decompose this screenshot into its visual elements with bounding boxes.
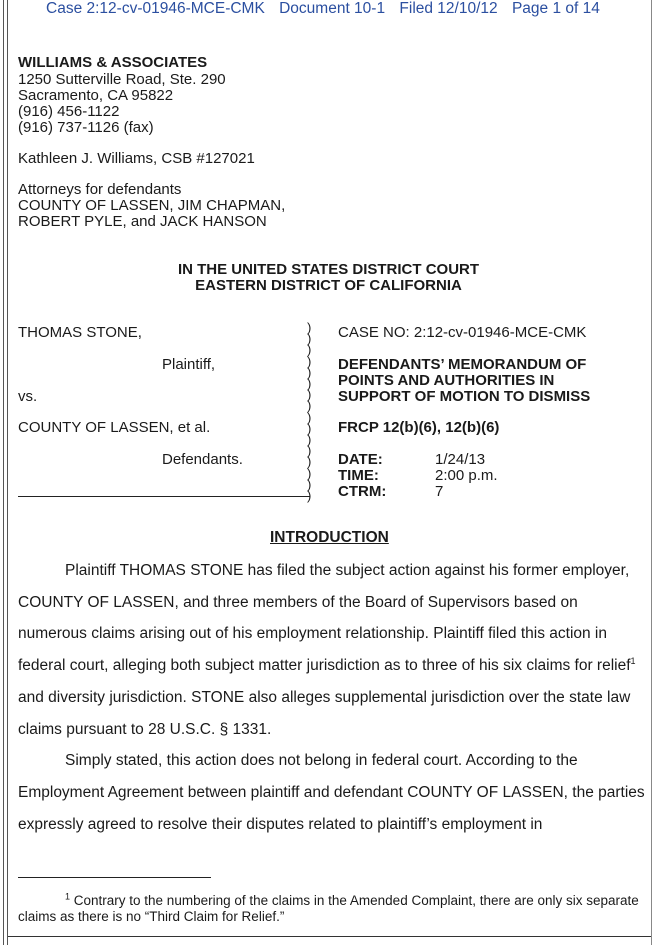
intro-paragraph-1-text-b: and diversity jurisdiction. STONE also alleges supplemental jurisdiction over the state law claims pursuant to 28 U.S.C. § 1331. [18, 688, 631, 738]
footnote-separator [18, 877, 211, 878]
courtroom-value: 7 [435, 483, 444, 500]
plaintiff-role: Plaintiff, [162, 356, 216, 373]
page-count-header: Page 1 of 14 [511, 0, 600, 17]
footnote [18, 893, 643, 925]
footnote-reference: 1 [630, 655, 636, 666]
court-line2: EASTERN DISTRICT OF CALIFORNIA [195, 277, 462, 294]
footnote-marker: 1 [65, 891, 71, 902]
plaintiff-name: THOMAS STONE, [18, 324, 142, 341]
attorneys-for-line2: COUNTY OF LASSEN, JIM CHAPMAN, [18, 197, 286, 214]
rule-citation: FRCP 12(b)(6), 12(b)(6) [338, 419, 500, 436]
versus: vs. [18, 388, 38, 405]
intro-paragraph-2: Simply stated, this action does not belong in federal court. According to the Employment Agreement between plaintiff and defendant COUNTY OF LASSEN, the parties expressly agreed to resolve their disputes related to plaintiff’s employment in [18, 752, 645, 833]
page-bottom-rule [8, 936, 651, 937]
left-margin-line [3, 0, 4, 945]
time-label: TIME: [338, 467, 379, 484]
courtroom-label: CTRM: [338, 483, 387, 500]
case-number: CASE NO: 2:12-cv-01946-MCE-CMK [338, 324, 587, 341]
firm-address-line1: 1250 Sutterville Road, Ste. 290 [18, 71, 226, 88]
ecf-filing-header [46, 0, 646, 18]
court-line1: IN THE UNITED STATES DISTRICT COURT [177, 261, 480, 278]
defendant-name: COUNTY OF LASSEN, et al. [18, 419, 211, 436]
date-label: DATE: [338, 451, 383, 468]
attorney-name: Kathleen J. Williams, CSB #127021 [18, 150, 255, 167]
caption-parentheses: ) ) ) ) ) ) ) ) ) ) ) ) ) ) ) ) [307, 320, 312, 504]
intro-paragraph-1-text-a: Plaintiff THOMAS STONE has filed the subject action against his former employer, COUNTY OF LASSEN, and three members of the Board of Supervisors based on numerous claims arising out of his employment relationship. Plaintiff filed this action in federal court, alleging both subject matter jurisdiction as to three of his six claims for relief [18, 562, 631, 675]
court-title [0, 262, 657, 294]
document-title-line2: POINTS AND AUTHORITIES IN [338, 372, 555, 389]
defendant-role: Defendants. [162, 451, 243, 468]
time-value: 2:00 p.m. [435, 467, 498, 484]
left-margin-line-inner [7, 0, 8, 945]
attorneys-for-line1: Attorneys for defendants [18, 181, 182, 198]
caption-underline [18, 496, 310, 497]
document-title-line1: DEFENDANTS’ MEMORANDUM OF [338, 356, 587, 373]
case-number-header: Case 2:12-cv-01946-MCE-CMK [46, 0, 265, 17]
filed-date-header: Filed 12/10/12 [399, 0, 498, 17]
document-number-header: Document 10-1 [279, 0, 386, 17]
introduction-body [18, 555, 648, 840]
firm-phone: (916) 456-1122 [18, 103, 120, 120]
firm-fax: (916) 737-1126 (fax) [18, 119, 154, 136]
firm-name: WILLIAMS & ASSOCIATES [18, 54, 208, 71]
right-margin-line [651, 0, 652, 945]
attorneys-for-line3: ROBERT PYLE, and JACK HANSON [18, 213, 267, 230]
document-title-line3: SUPPORT OF MOTION TO DISMISS [338, 388, 591, 405]
firm-address-line2: Sacramento, CA 95822 [18, 87, 174, 104]
date-value: 1/24/13 [435, 451, 486, 468]
section-heading: INTRODUCTION [270, 529, 389, 546]
intro-paragraph-1 [18, 555, 648, 745]
footnote-text: Contrary to the numbering of the claims in the Amended Complaint, there are only six separate claims as there is no “Third Claim for Relief.” [18, 893, 639, 924]
